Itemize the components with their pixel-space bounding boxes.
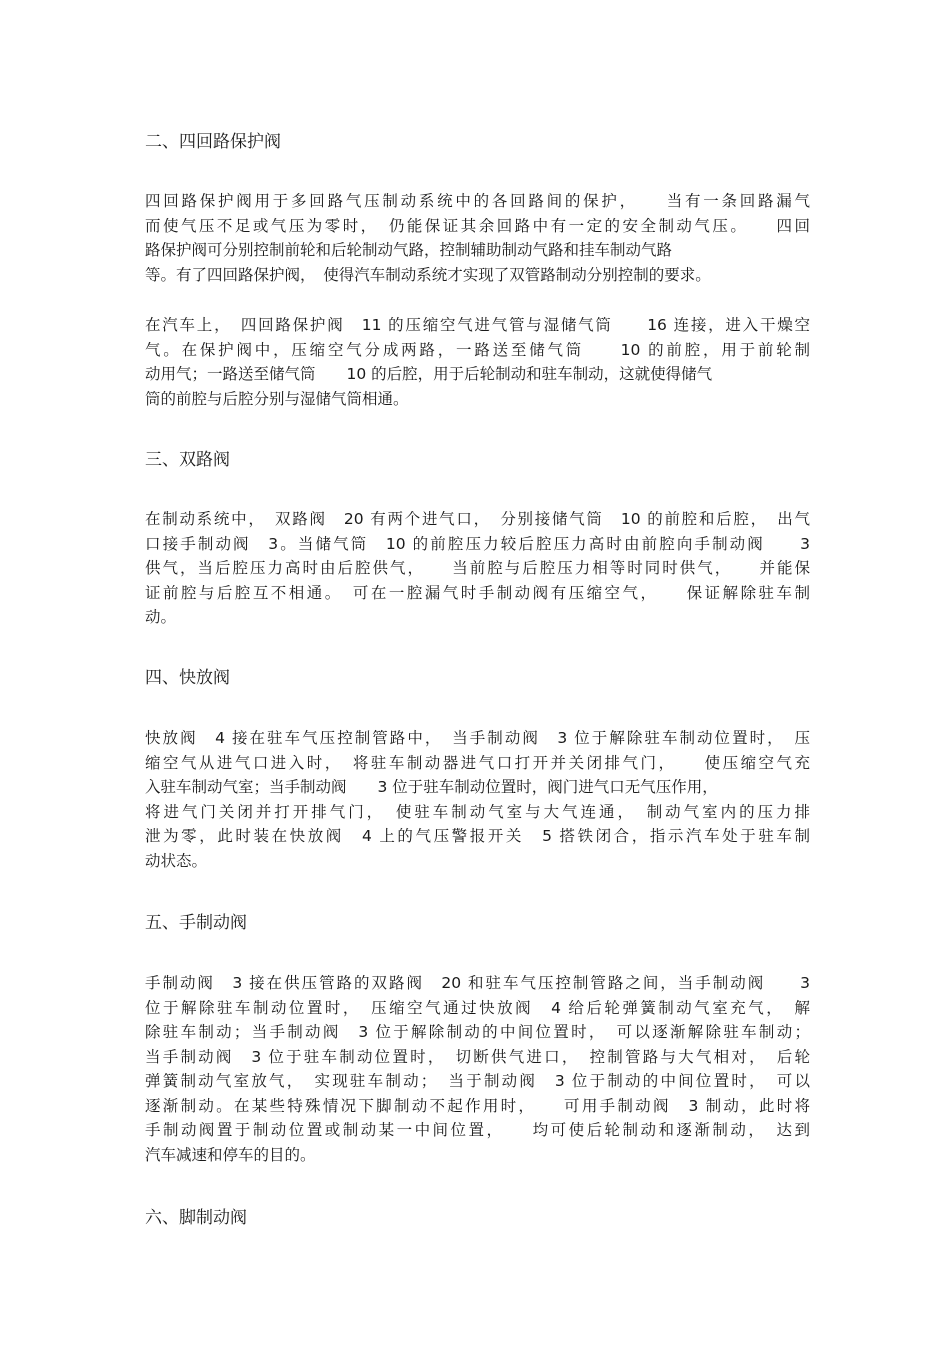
text-line: 气。在保护阀中，压缩空气分成两路，一路送至储气筒 10 的前腔，用于前轮制 [145, 340, 810, 359]
text-line: 证前腔与后腔互不相通。 可在一腔漏气时手制动阀有压缩空气， 保证解除驻车制 [145, 583, 810, 602]
text-line: 缩空气从进气口进入时， 将驻车制动器进气口打开并关闭排气门， 使压缩空气充 [145, 753, 810, 772]
text-line: 快放阀 4 接在驻车气压控制管路中， 当手制动阀 3 位于解除驻车制动位置时， 压 [145, 729, 810, 747]
text-line: 在汽车上， 四回路保护阀 11 的压缩空气进气管与湿储气筒 16 连接，进入干燥空 [145, 316, 810, 334]
text-line: 动。 [145, 608, 177, 626]
section-heading-dual-circuit-valve: 三、双路阀 [145, 450, 230, 470]
text-line: 在制动系统中， 双路阀 20 有两个进气口， 分别接储气筒 10 的前腔和后腔， 出气 [145, 510, 810, 528]
text-line: 除驻车制动；当手制动阀 3 位于解除制动的中间位置时， 可以逐渐解除驻车制动； [145, 1023, 810, 1041]
text-line: 等。有了四回路保护阀， 使得汽车制动系统才实现了双管路制动分别控制的要求。 [145, 265, 711, 284]
text-line: 口接手制动阀 3。当储气筒 10 的前腔压力较后腔压力高时由前腔向手制动阀 3 [145, 534, 810, 553]
paragraph-quick-release-valve [145, 726, 810, 873]
text-line: 弹簧制动气室放气， 实现驻车制动； 当于制动阀 3 位于制动的中间位置时， 可以 [145, 1072, 810, 1090]
section-heading-four-circuit-protection-valve: 二、四回路保护阀 [145, 132, 281, 152]
paragraph-four-circuit-valve-purpose [145, 189, 810, 287]
text-line: 筒的前腔与后腔分别与湿储气筒相通。 [145, 389, 409, 408]
section-heading-hand-brake-valve: 五、手制动阀 [145, 913, 247, 933]
text-line: 供气，当后腔压力高时由后腔供气， 当前腔与后腔压力相等时同时供气， 并能保 [145, 559, 810, 577]
text-line: 当手制动阀 3 位于驻车制动位置时， 切断供气进口， 控制管路与大气相对， 后轮 [145, 1047, 810, 1066]
text-line: 位于解除驻车制动位置时， 压缩空气通过快放阀 4 给后轮弹簧制动气室充气， 解 [145, 998, 810, 1017]
text-line: 泄为零，此时装在快放阀 4 上的气压警报开关 5 搭铁闭合，指示汽车处于驻车制 [145, 827, 810, 845]
text-line: 手制动阀置于制动位置或制动某一中间位置， 均可使后轮制动和逐渐制动， 达到 [145, 1121, 810, 1139]
text-line: 逐渐制动。在某些特殊情况下脚制动不起作用时， 可用手制动阀 3 制动，此时将 [145, 1096, 810, 1115]
text-line: 而使气压不足或气压为零时， 仍能保证其余回路中有一定的安全制动气压。 四回 [145, 216, 810, 235]
paragraph-hand-brake-valve [145, 971, 810, 1167]
text-line: 动状态。 [145, 851, 208, 870]
text-line: 入驻车制动气室；当手制动阀 3 位于驻车制动位置时，阀门进气口无气压作用， [145, 778, 718, 796]
text-line: 汽车减速和停车的目的。 [145, 1145, 316, 1164]
text-line: 手制动阀 3 接在供压管路的双路阀 20 和驻车气压控制管路之间，当手制动阀 3 [145, 974, 810, 992]
section-heading-quick-release-valve: 四、快放阀 [145, 668, 230, 688]
text-line: 动用气；一路送至储气筒 10 的后腔，用于后轮制动和驻车制动，这就使得储气 [145, 365, 713, 383]
section-heading-foot-brake-valve: 六、脚制动阀 [145, 1208, 247, 1228]
text-line: 将进气门关闭并打开排气门， 使驻车制动气室与大气连通， 制动气室内的压力排 [145, 802, 810, 821]
paragraph-four-circuit-valve-on-vehicle [145, 313, 810, 411]
text-line: 四回路保护阀用于多回路气压制动系统中的各回路间的保护， 当有一条回路漏气 [145, 192, 810, 210]
paragraph-dual-circuit-valve [145, 507, 810, 630]
text-line: 路保护阀可分别控制前轮和后轮制动气路，控制辅助制动气路和挂车制动气路 [145, 241, 673, 259]
